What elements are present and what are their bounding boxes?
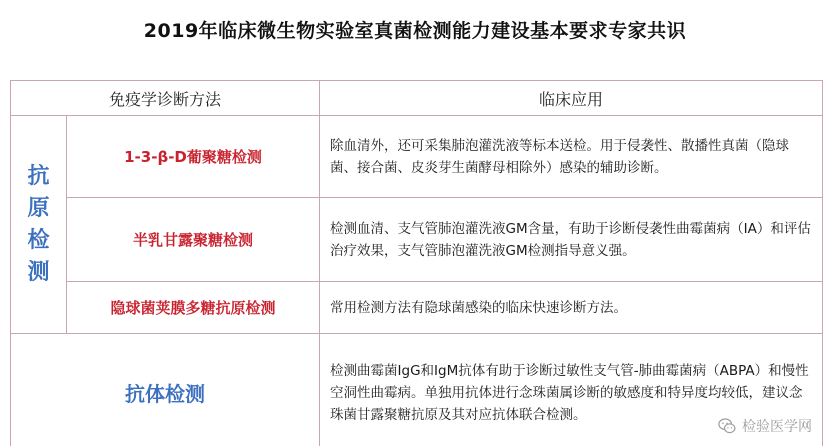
header-method: 免疫学诊断方法 <box>11 81 320 116</box>
table-row <box>11 282 823 334</box>
table-row <box>11 198 823 282</box>
application-cell: 常用检测方法有隐球菌感染的临床快速诊断方法。 <box>320 282 823 334</box>
page-title: 2019年临床微生物实验室真菌检测能力建设基本要求专家共识 <box>143 20 687 42</box>
method-cell: 1-3-β-D葡聚糖检测 <box>67 116 320 198</box>
antigen-group-label <box>11 116 67 334</box>
application-cell: 检测曲霉菌IgG和IgM抗体有助于诊断过敏性支气管-肺曲霉菌病（ABPA）和慢性空洞性曲霉病。单独用抗体进行念珠菌属诊断的敏感度和特异度均较低，建议念珠菌甘露聚糖抗原及其对应抗体联合检测。 <box>320 334 823 446</box>
consensus-table <box>10 80 823 446</box>
application-cell: 检测血清、支气管肺泡灌洗液GM含量，有助于诊断侵袭性曲霉菌病（IA）和评估治疗效果，支气管肺泡灌洗液GM检测指导意义强。 <box>320 198 823 282</box>
method-cell: 隐球菌荚膜多糖抗原检测 <box>67 282 320 334</box>
table-header-row <box>11 81 823 116</box>
method-cell: 半乳甘露聚糖检测 <box>67 198 320 282</box>
table-row <box>11 116 823 198</box>
watermark-text: 检验医学网 <box>742 419 812 435</box>
header-application: 临床应用 <box>320 81 823 116</box>
wechat-logo-icon <box>718 417 736 435</box>
antibody-method-cell: 抗体检测 <box>11 334 320 446</box>
table-row <box>11 334 823 446</box>
application-cell: 除血清外，还可采集肺泡灌洗液等标本送检。用于侵袭性、散播性真菌（隐球菌、接合菌、皮炎芽生菌酵母相除外）感染的辅助诊断。 <box>320 116 823 198</box>
watermark <box>718 416 812 436</box>
antigen-group-text: 抗 原 检 测 <box>27 163 50 285</box>
